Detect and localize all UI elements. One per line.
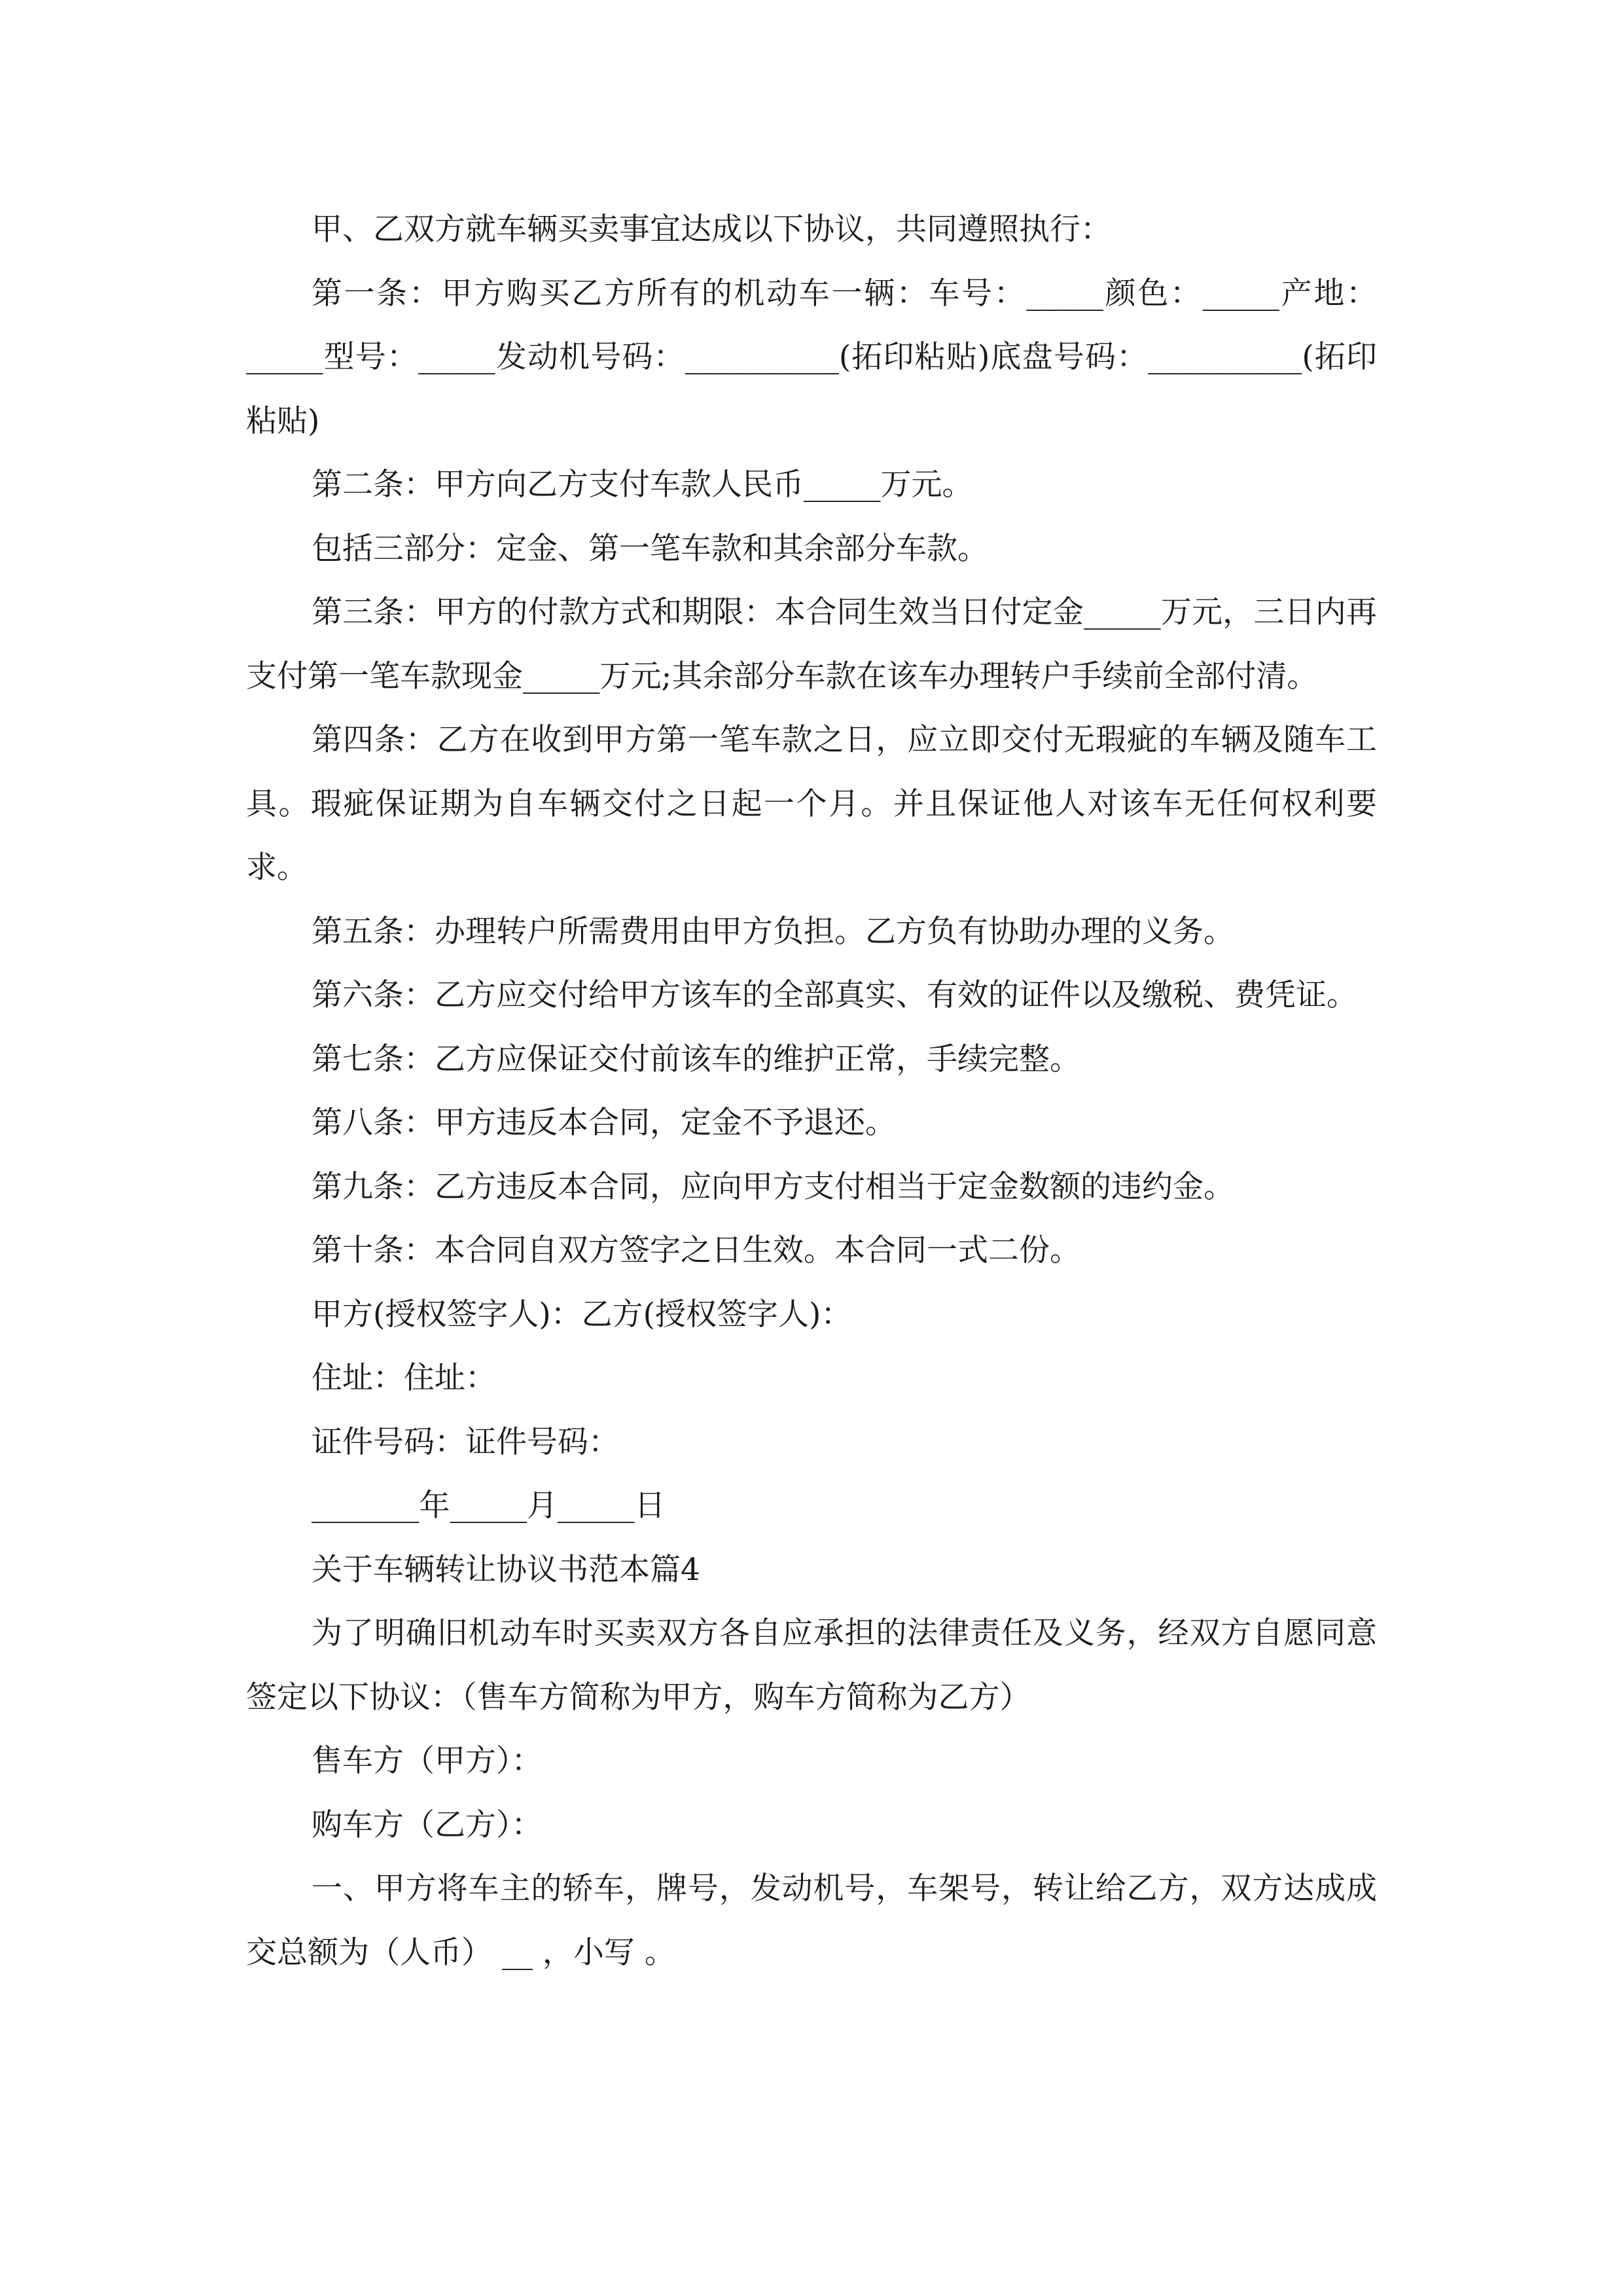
address-line: 住址：住址： [312, 1360, 496, 1396]
article-4-paragraph: 第四条：乙方在收到甲方第一笔车款之日，应立即交付无瑕疵的车辆及随车工具。瑕疵保证期为自车辆交付之日起一个月。并且保证他人对该车无任何权利要求。 [246, 722, 1377, 886]
buyer-line: 购车方（乙方）： [312, 1806, 543, 1843]
seller-line: 售车方（甲方）： [312, 1743, 543, 1779]
document-body [246, 198, 1377, 1984]
agreement-intro-paragraph: 甲、乙双方就车辆买卖事宜达成以下协议，共同遵照执行： [312, 211, 1111, 247]
article-5-paragraph: 第五条：办理转户所需费用由甲方负担。乙方负有协助办理的义务。 [312, 913, 1234, 950]
article-1-paragraph: 第一条：甲方购买乙方所有的机动车一辆：车号：_____颜色：_____产地：_____型号：_____发动机号码：__________(拓印粘贴)底盘号码：__________(拓印粘贴) [246, 275, 1377, 439]
article-8-paragraph: 第八条：甲方违反本合同，定金不予退还。 [312, 1105, 896, 1141]
article-7-paragraph: 第七条：乙方应保证交付前该车的维护正常，手续完整。 [312, 1041, 1080, 1077]
id-number-line: 证件号码：证件号码： [312, 1424, 619, 1460]
article-3-paragraph: 第三条：甲方的付款方式和期限：本合同生效当日付定金_____万元，三日内再支付第一笔车款现金_____万元;其余部分车款在该车办理转户手续前全部付清。 [246, 594, 1377, 694]
article-2-paragraph: 第二条：甲方向乙方支付车款人民币_____万元。 [312, 467, 973, 503]
article-10-paragraph: 第十条：本合同自双方签字之日生效。本合同一式二份。 [312, 1232, 1080, 1268]
article-6-paragraph: 第六条：乙方应交付给甲方该车的全部真实、有效的证件以及缴税、费凭证。 [312, 977, 1357, 1013]
payment-parts-paragraph: 包括三部分：定金、第一笔车款和其余部分车款。 [312, 530, 988, 567]
section-intro-paragraph: 为了明确旧机动车时买卖双方各自应承担的法律责任及义务，经双方自愿同意签定以下协议：（售车方简称为甲方，购车方简称为乙方） [246, 1615, 1377, 1715]
clause-1-paragraph: 一、甲方将车主的轿车，牌号，发动机号，车架号，转让给乙方，双方达成成交总额为（人币） __ ，小写 。 [246, 1871, 1377, 1971]
section-title: 关于车辆转让协议书范本篇4 [312, 1551, 700, 1588]
article-9-paragraph: 第九条：乙方违反本合同，应向甲方支付相当于定金数额的违约金。 [312, 1168, 1234, 1205]
date-line: _______年_____月_____日 [312, 1488, 666, 1524]
signatory-line: 甲方(授权签字人)：乙方(授权签字人)： [312, 1296, 852, 1333]
